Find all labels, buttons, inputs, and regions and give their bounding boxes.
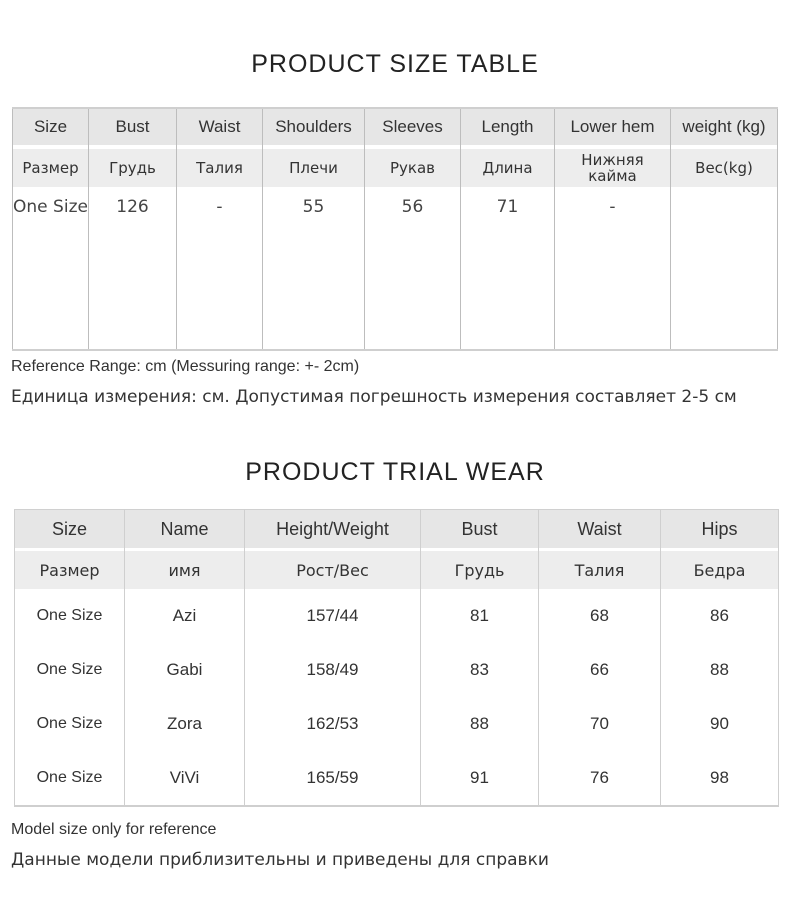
- header-ru-weight: Вес(kg): [671, 149, 778, 187]
- trial-header-size: Size: [15, 510, 125, 549]
- cell-size: One Size: [13, 187, 89, 350]
- header-ru-lower-hem-text: Нижняя кайма: [581, 151, 644, 185]
- header-bust: Bust: [89, 108, 177, 145]
- trial-header-name: Name: [125, 510, 245, 549]
- trial-cell-waist: 70: [539, 697, 661, 751]
- header-waist: Waist: [177, 108, 263, 145]
- cell-bust: 126: [89, 187, 177, 350]
- trial-cell-hips: 88: [661, 643, 779, 697]
- table-row: [15, 643, 779, 697]
- header-ru-waist: Талия: [177, 149, 263, 187]
- trial-cell-waist: 68: [539, 589, 661, 643]
- cell-lower-hem: -: [555, 187, 671, 350]
- header-weight: weight (kg): [671, 108, 778, 145]
- header-ru-length: Длина: [461, 149, 555, 187]
- header-ru-size: Размер: [13, 149, 89, 187]
- trial-header-height-weight: Height/Weight: [245, 510, 421, 549]
- trial-cell-hips: 90: [661, 697, 779, 751]
- reference-range-note-ru: Единица измерения: см. Допустимая погрешность измерения составляет 2-5 см: [11, 387, 737, 407]
- trial-wear-title: PRODUCT TRIAL WEAR: [245, 458, 545, 486]
- trial-cell-waist: 76: [539, 751, 661, 806]
- header-size: Size: [13, 108, 89, 145]
- trial-cell-size: One Size: [15, 751, 125, 806]
- cell-shoulders: 55: [263, 187, 365, 350]
- header-length: Length: [461, 108, 555, 145]
- table-row: [15, 589, 779, 643]
- header-ru-bust: Грудь: [89, 149, 177, 187]
- table-row: [15, 697, 779, 751]
- trial-cell-waist: 66: [539, 643, 661, 697]
- trial-cell-height-weight: 165/59: [245, 751, 421, 806]
- reference-range-note: Reference Range: cm (Messuring range: +- 2cm): [11, 358, 360, 375]
- cell-sleeves: 56: [365, 187, 461, 350]
- trial-header-ru-size: Размер: [15, 551, 125, 589]
- header-shoulders: Shoulders: [263, 108, 365, 145]
- trial-cell-name: Zora: [125, 697, 245, 751]
- trial-cell-bust: 88: [421, 697, 539, 751]
- size-table: [12, 107, 778, 351]
- model-size-note: Model size only for reference: [11, 821, 217, 838]
- trial-header-ru-waist: Талия: [539, 551, 661, 589]
- trial-cell-bust: 91: [421, 751, 539, 806]
- trial-cell-size: One Size: [15, 589, 125, 643]
- trial-cell-height-weight: 158/49: [245, 643, 421, 697]
- cell-length: 71: [461, 187, 555, 350]
- trial-header-ru-name: имя: [125, 551, 245, 589]
- size-table-russian-header-row: [13, 149, 778, 187]
- trial-header-ru-height-weight: Рост/Вес: [245, 551, 421, 589]
- trial-header-bust: Bust: [421, 510, 539, 549]
- model-size-note-ru: Данные модели приблизительны и приведены для справки: [11, 850, 549, 870]
- size-table-header-row: [13, 108, 778, 145]
- trial-cell-height-weight: 157/44: [245, 589, 421, 643]
- trial-cell-name: Gabi: [125, 643, 245, 697]
- trial-cell-size: One Size: [15, 697, 125, 751]
- header-ru-shoulders: Плечи: [263, 149, 365, 187]
- table-row: [15, 751, 779, 806]
- trial-cell-size: One Size: [15, 643, 125, 697]
- trial-header-ru-bust: Грудь: [421, 551, 539, 589]
- trial-cell-height-weight: 162/53: [245, 697, 421, 751]
- trial-header-waist: Waist: [539, 510, 661, 549]
- trial-table-header-row: [15, 510, 779, 549]
- header-ru-sleeves: Рукав: [365, 149, 461, 187]
- trial-cell-hips: 86: [661, 589, 779, 643]
- trial-cell-name: ViVi: [125, 751, 245, 806]
- trial-header-ru-hips: Бедра: [661, 551, 779, 589]
- cell-waist: -: [177, 187, 263, 350]
- size-table-title: PRODUCT SIZE TABLE: [251, 50, 539, 78]
- header-lower-hem: Lower hem: [555, 108, 671, 145]
- trial-cell-name: Azi: [125, 589, 245, 643]
- header-ru-lower-hem: [555, 149, 671, 187]
- cell-weight: [671, 187, 778, 350]
- table-row: [13, 187, 778, 350]
- trial-cell-hips: 98: [661, 751, 779, 806]
- trial-table-russian-header-row: [15, 551, 779, 589]
- trial-cell-bust: 81: [421, 589, 539, 643]
- trial-header-hips: Hips: [661, 510, 779, 549]
- trial-cell-bust: 83: [421, 643, 539, 697]
- trial-wear-table: [14, 509, 779, 807]
- header-sleeves: Sleeves: [365, 108, 461, 145]
